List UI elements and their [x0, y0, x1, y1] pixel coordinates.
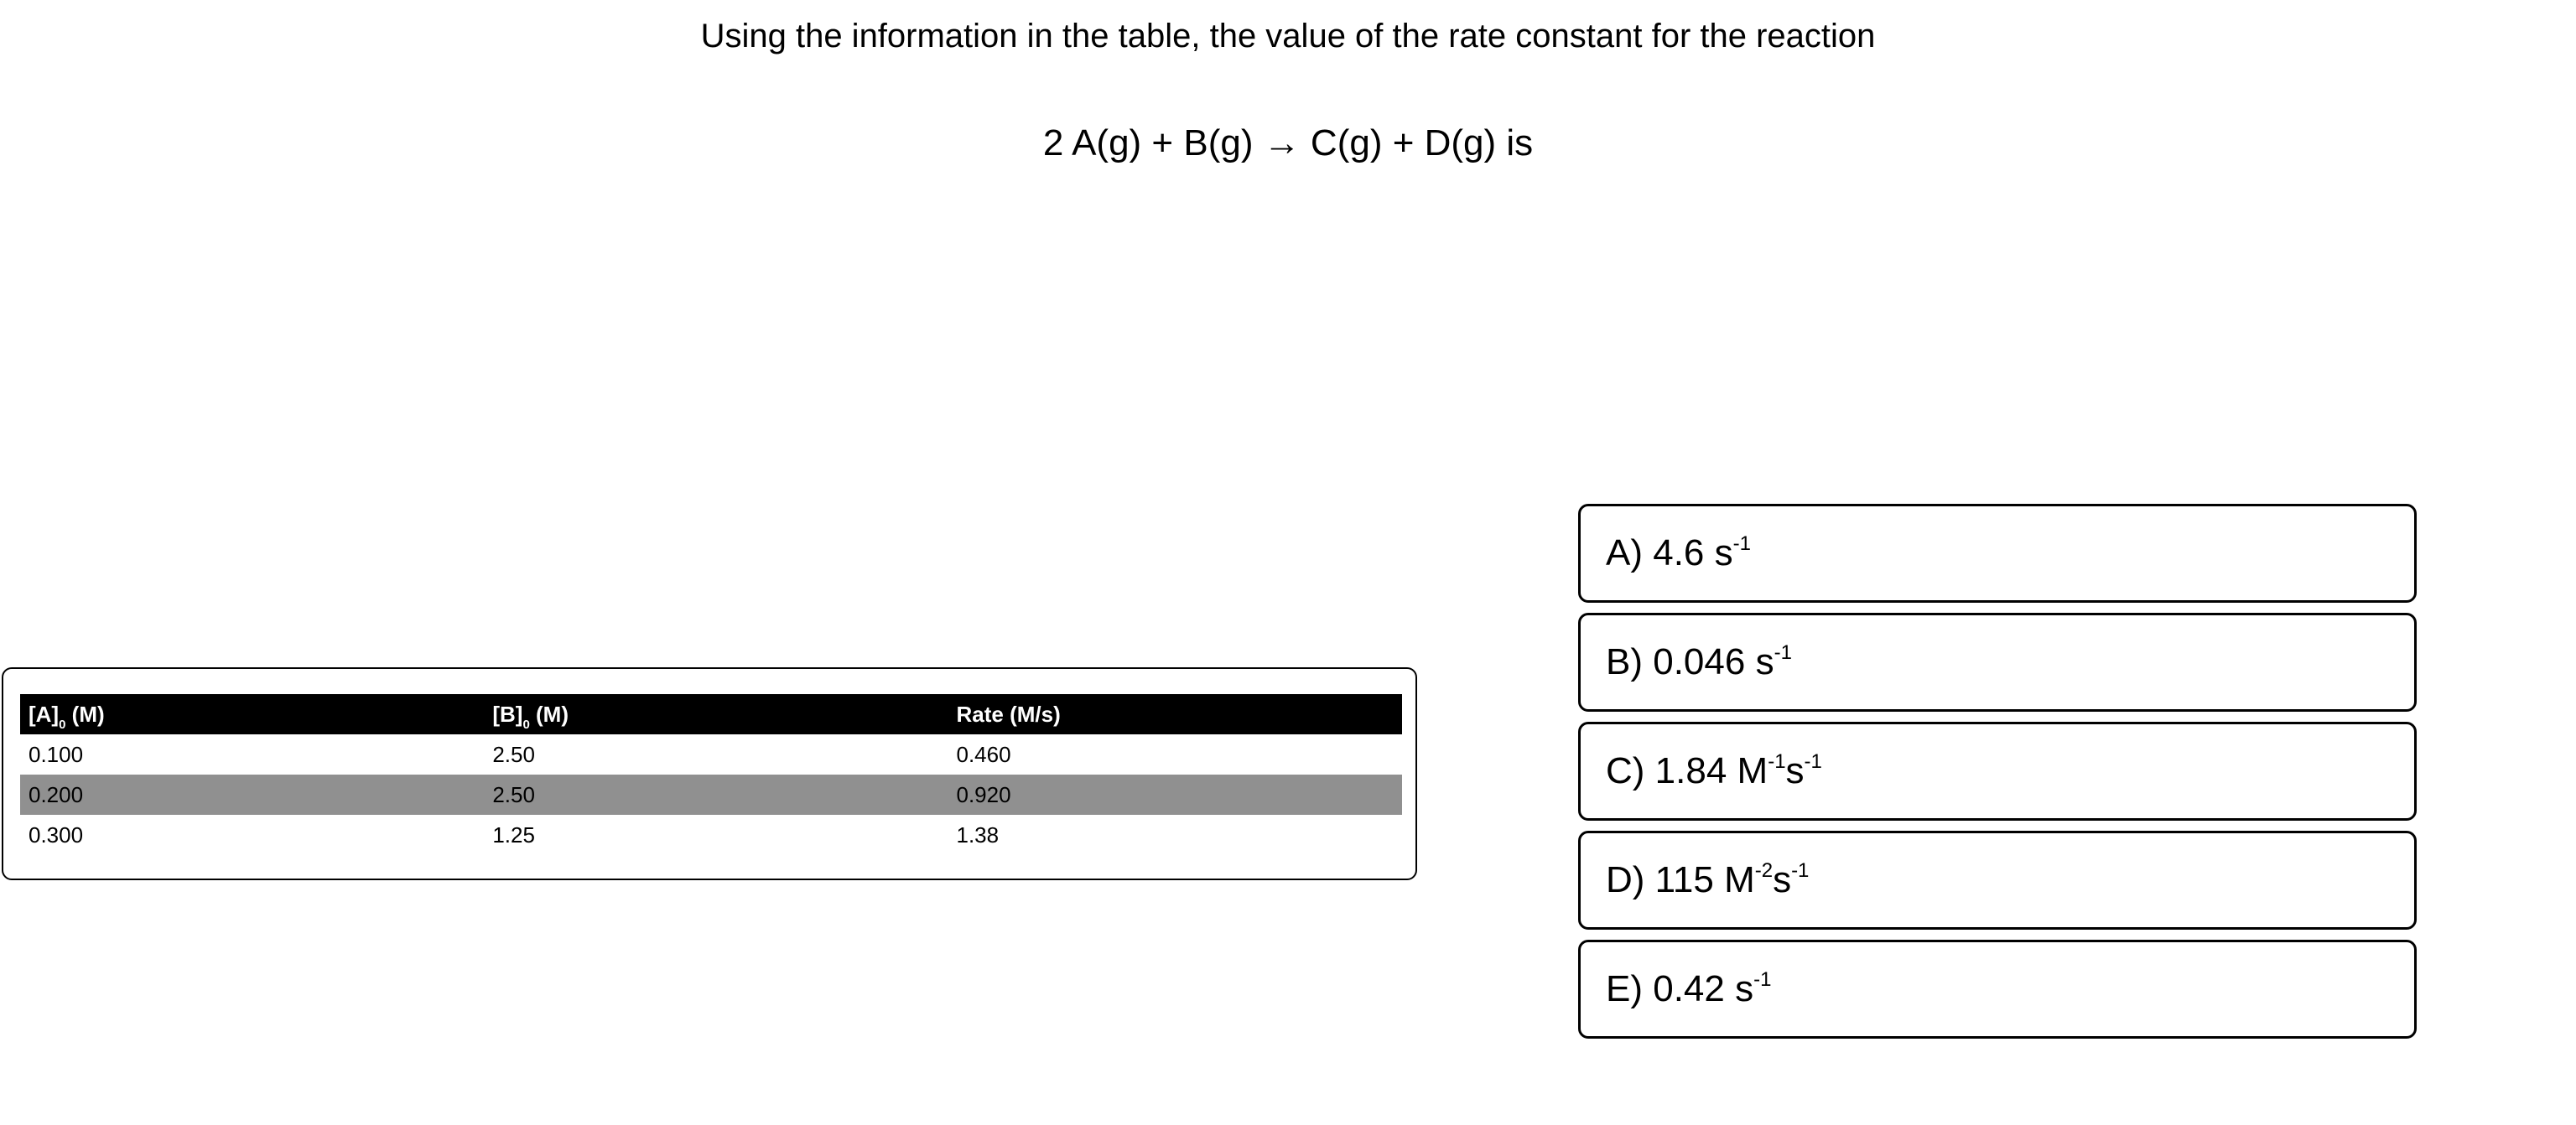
table-cell: 2.50	[484, 775, 948, 815]
table-row	[20, 775, 1402, 815]
answer-choice-d-text: D) 115 $M^{-2}s^{-1}$	[1606, 859, 1810, 900]
table-row	[20, 734, 1402, 775]
column-header-rate: Rate (M/s)	[948, 694, 1402, 734]
table-row	[20, 815, 1402, 855]
reaction-equation: 2 A(g) + B(g) → C(g) + D(g) is	[1042, 122, 1534, 163]
table-cell: 0.920	[948, 775, 1402, 815]
data-table-card	[2, 667, 1417, 880]
answer-choice-c[interactable]	[1578, 722, 2417, 821]
answer-choice-b[interactable]	[1578, 613, 2417, 712]
answer-choice-e[interactable]	[1578, 940, 2417, 1039]
table-cell: 2.50	[492, 741, 535, 767]
answer-choice-e-text: E) 0.42 $s^{-1}$	[1606, 968, 1772, 1009]
table-cell: 0.200	[20, 775, 484, 815]
answer-choice-b-text: B) 0.046 $s^{-1}$	[1606, 641, 1792, 682]
table-cell: 0.460	[956, 741, 1011, 767]
column-header-a: $[A]_0$ (M)	[20, 694, 484, 734]
table-cell: 1.38	[956, 822, 1000, 848]
table-cell: 0.100	[29, 741, 84, 767]
answer-choice-a[interactable]	[1578, 504, 2417, 603]
answer-choices	[1578, 504, 2417, 1049]
table-cell: 1.25	[492, 822, 535, 848]
answer-choice-d[interactable]	[1578, 831, 2417, 930]
question-text: Using the information in the table, the value of the rate constant for the reaction	[700, 18, 1876, 54]
answer-choice-c-text: C) 1.84 $M^{-1}s^{-1}$	[1606, 750, 1822, 791]
table-cell: 0.300	[29, 822, 84, 848]
table-header-row	[20, 694, 1402, 734]
rate-data-table	[20, 694, 1402, 855]
answer-choice-a-text: A) 4.6 $s^{-1}$	[1606, 532, 1751, 573]
column-header-b: $[B]_0$ (M)	[484, 694, 948, 734]
